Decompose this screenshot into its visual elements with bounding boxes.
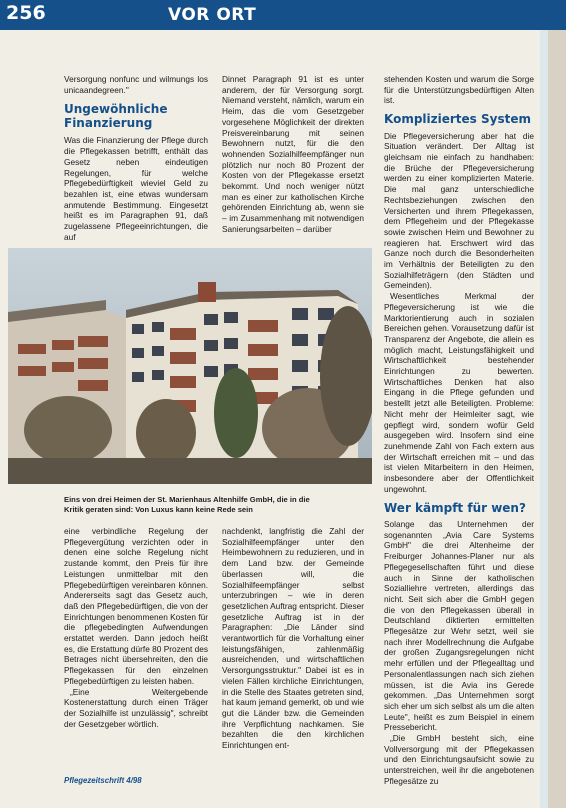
- page-edge-tint: [540, 30, 548, 808]
- col3-body-3: Solange das Unternehmen der sogenannten „Avia Care Systems GmbH" die drei Altenheime der Freiburger Johannes-Planer nur als Pflegegesellschaften führt und diese auch in Sinne der katholischen Sozialliehre vertreten, allerdings das nicht. Seit sich aber die GmbH gegen die von den Pflegekassen überall in Deutschland diktierten ermittelten Pflegesätze zur Wehr setzt, weil sie nach ihrer Modellrechnung die Aufgabe der großen Zugangsregelungen nicht mehr erfüllen und der Pflegealltag und Personalentlassungen nach sich ziehen müssen, ist die Avia ins Gerede gekommen. „Das Unternehmen sorgt sich eher um sich selbst als um die alten Leute", heißt es zum Beispiel in einem Pressebericht.: [384, 519, 534, 733]
- column-2-bottom: [222, 526, 364, 751]
- building-photo: [8, 248, 372, 484]
- col3-body-4: „Die GmbH besteht sich, eine Vollversorgung mit der Pflegekassen und den Einrichtungsaufsicht sowie zu unterstreichen, weil ihr die angebotenen Pflegesätze zu: [384, 733, 534, 786]
- column-1-top: [64, 74, 208, 242]
- col2-body: Dinnet Paragraph 91 ist es unter anderem, der für Versorgung sorgt. Niemand versteht, nämlich, warum ein Heim, das die vom Gesetzgeber vorgesehene Möglichkeit der direkten Preisvereinbarung mit seinen Bewohnern nutzt, für die den wohnenden Sozialhilfeempfänger nun plötzlich nur noch 80 Prozent der Kosten von der Pflegekasse ersetzt bekommt. Und noch weniger nützt man es einer zur katholischen Kirche gehörenden Einrichtung ab, wenn sie – im Zusammenhang mit notwendigen Sanierungsarbeiten – darüber: [222, 74, 364, 234]
- heading-finanzierung: Ungewöhnliche Finanzierung: [64, 102, 168, 130]
- column-3: [384, 74, 534, 787]
- col1-bottom-quote: „Eine Weitergebende Kostenerstattung durch einen Träger der Sozialhilfe ist unzulässig", schreibt der Gesetzgeber wörtlich.: [64, 686, 208, 729]
- footer-journal: Pflegezeitschrift 4/98: [64, 776, 142, 785]
- col1-bottom-body: eine verbindliche Regelung der Pflegevergütung verzichten oder in denen eine solche Regelung nicht zustande kommt, den Preis für ihre Leistungen unmittelbar mit den Pflegebedürftigen vereinbaren können. Andererseits sagt das Gesetz auch, daß den Pflegebedürftigen, die von der Einrichtungen benommenen Kosten für die pflegebedingten Aufwendungen erstattet werden. Dann jedoch heißt es, die Erstattung dürfe 80 Prozent des Betrages nicht übersehreiten, den die Pflegekassen für den einzelnen Pflegebedürftigen zu leisten haben.: [64, 526, 208, 686]
- section-title: VOR ORT: [168, 5, 257, 25]
- column-2-top: [222, 74, 364, 235]
- col1-body: Was die Finanzierung der Pflege durch die Pflegekassen betrifft, enthält das Gesetz neben eindeutigen Regelungen, für welche Pflegebedürftigkeit wieviel Geld zu bezahlen ist, eine etwas wundersam anmutende Bestimmung. Eingesetzt heißt es im Paragraphen 91, daß zugelassene Pflegeeinrichtungen, die auf: [64, 135, 208, 242]
- col3-body-1: Die Pflegeversicherung aber hat die Situation verändert. Der Alltag ist gleichsam nie einfach zu handhaben: die Brüche der Pflegeversicherung werden zu einer komplizierten Materie. Die mal ganz unterschiedliche Rechtsbeziehungen zwischen den Versicherten und ihrem Pflegekassen, dem Pflegeheim und der Pflegekasse sowie zwischen Heim und Bewohner zu reagieren hat. Erschwert wird das Ganze noch durch die Besonderheiten im Verhältnis der Beteiligten zu den Sozialhilfeträgern (den Städten und Gemeinden).: [384, 130, 534, 291]
- header-bar: [0, 0, 566, 30]
- page-edge: [548, 30, 566, 808]
- page-number: 256: [6, 2, 46, 24]
- heading-wer-kaempft: Wer kämpft für wen?: [384, 500, 526, 515]
- building-illustration: [8, 248, 372, 484]
- col2-bottom-body: nachdenkt, langfristig die Zahl der Sozialhilfeempfänger unter den Heimbewohnern zu reduzieren, und in dem Land bzw. der Gemeinde überlassen will, die Sozialhilfeempfänger selbst unterzubringen – wie in deren gesetzlichen Auftrag entspricht. Dieser gesetzliche Auftrag ist in der Paragraphen: „Die Länder sind verantwortlich für die Vorhaltung einer leistungsfähigen, zahlenmäßig ausreichenden, und wirtschaftlichen Versorgungsstruktur." Dabei ist es in vielen Fällen kirchliche Einrichtungen, in die Stelle des Staates getreten sind, hat kaum jemand gemerkt, ob und wie gut die Länder bzw. die Gemeinden ihre Verpflichtung nachkamen. Sie bezahlten die den kirchlichen Einrichtungen ent-: [222, 526, 364, 751]
- col1-lead: Versorgung nonfunc und wilmungs los unicaandegreen.": [64, 74, 208, 95]
- column-1-bottom: [64, 526, 208, 729]
- col3-lead: stehenden Kosten und warum die Sorge für die Unterstützungsbedürftigen Alten ist.: [384, 74, 534, 106]
- photo-caption: Eins von drei Heimen der St. Marienhaus Altenhilfe GmbH, die in die Kritik geraten sind: Von Luxus kann keine Rede sein: [64, 495, 310, 514]
- col3-body-2: Wesentliches Merkmal der Pflegeversicherung ist wie die Marktorientierung auch in sozialen Bereichen gehen. Vorausetzung dafür ist Transparenz der Angebote, die allein es möglich macht, Leistungsfähigkeit und Wirtschaftlichkeit bestehender Einrichtungen zu bewerten. Wirtschaftliches Denken hat also Eingang in die Pflege gefunden und bestellt jetzt alle Beteiligten. Probleme: Nicht mehr der Heimleiter sagt, wie gepflegt wird, sondern wofür Geld ausgegeben wird. Insofern sind eine zunehmende Zahl von Fach extern aus der Wirtschaft erreichen mit – und das ist vielen Mitarbeitern in den Heimen, insbesondere aber der Offentlichkeit ungewohnt.: [384, 291, 534, 494]
- heading-kompliziertes-system: Kompliziertes System: [384, 112, 531, 127]
